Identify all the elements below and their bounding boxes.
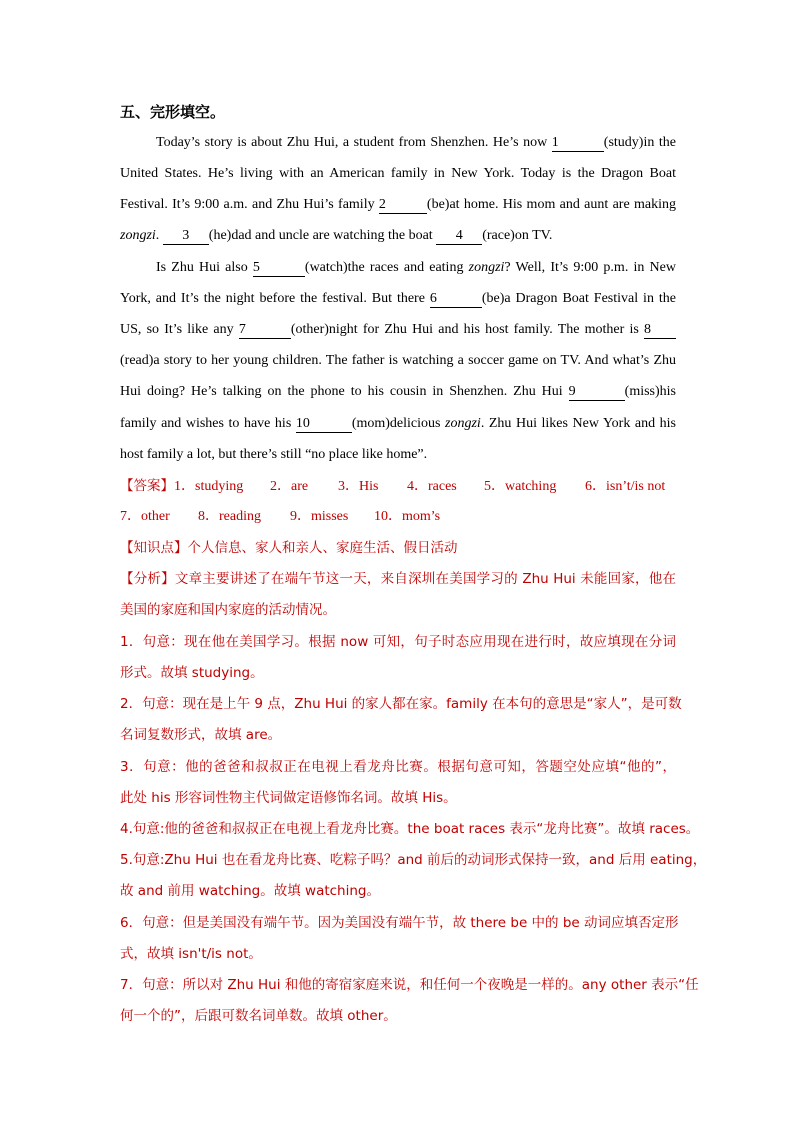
analysis-line: 形式。故填 studying。 <box>120 665 264 681</box>
blank-9: 9 <box>569 384 625 401</box>
passage-line <box>156 133 676 153</box>
zongzi-word: zongzi <box>120 228 156 243</box>
passage-text: (be)at home. His mom and aunt are making <box>426 197 676 212</box>
passage-line <box>156 258 676 278</box>
answer-item: 8．reading <box>198 509 261 524</box>
answer-item: 3．His <box>338 479 379 494</box>
zongzi-word: zongzi <box>445 416 481 431</box>
analysis-line: 2．句意：现在是上午 9 点，Zhu Hui 的家人都在家。family 在本句的意思是“家人”，是可数 <box>120 696 682 712</box>
knowledge-line <box>120 538 676 558</box>
passage-text: Is Zhu Hui also <box>156 260 253 275</box>
analysis-line: 6．句意：但是美国没有端午节。因为美国没有端午节，故 there be 中的 be 动词应填否定形 <box>120 915 679 931</box>
passage-text: Today’s story is about Zhu Hui, a student from Shenzhen. He’s now <box>156 135 552 150</box>
analysis-line: 4.句意:他的爸爸和叔叔正在电视上看龙舟比赛。the boat races 表示“龙舟比赛”。故填 races。 <box>120 821 700 837</box>
analysis-line: 7．句意：所以对 Zhu Hui 和他的寄宿家庭来说，和任何一个夜晚是一样的。any other 表示“任 <box>120 977 699 993</box>
blank-10: 10 <box>296 416 352 433</box>
analysis-line: 故 and 前用 watching。故填 watching。 <box>120 883 380 899</box>
answer-item: 6．isn’t/is not <box>585 479 666 494</box>
passage-text: (race)on TV. <box>482 228 553 243</box>
passage-line <box>120 320 676 340</box>
passage-text: (miss)his <box>624 384 676 399</box>
answer-line <box>120 507 676 527</box>
passage-line: United States. He’s living with an American family in New York. Today is the Dragon Boat <box>120 166 676 181</box>
answer-item: 1．studying <box>174 479 244 494</box>
passage-line <box>120 414 676 434</box>
passage-text: (study)in the <box>603 135 676 150</box>
passage-text: Hui doing? He’s talking on the phone to his cousin in Shenzhen. Zhu Hui <box>120 384 569 399</box>
answer-label: 【答案】 <box>120 478 174 494</box>
passage-line <box>120 195 676 215</box>
passage-text: (other)night for Zhu Hui and his host family. The mother is <box>290 322 644 337</box>
zongzi-word: zongzi <box>468 260 505 275</box>
analysis-text: 文章主要讲述了在端午节这一天，来自深圳在美国学习的 Zhu Hui 未能回家，他在 <box>174 571 676 587</box>
knowledge-label: 【知识点】 <box>120 540 188 556</box>
analysis-line: 3．句意：他的爸爸和叔叔正在电视上看龙舟比赛。根据句意可知，答题空处应填“他的”， <box>120 759 676 775</box>
passage-text: (be)a Dragon Boat Festival in the <box>481 291 676 306</box>
passage-line <box>120 226 676 246</box>
analysis-line: 何一个的”，后跟可数名词单数。故填 other。 <box>120 1008 397 1024</box>
analysis-label: 【分析】 <box>120 571 175 587</box>
analysis-line <box>120 569 676 589</box>
passage-line <box>120 382 676 402</box>
blank-8: 8 <box>644 322 676 339</box>
passage-text: US, so It’s like any <box>120 322 239 337</box>
analysis-line: 美国的家庭和国内家庭的活动情况。 <box>120 602 336 618</box>
answer-item: 5．watching <box>484 479 557 494</box>
passage-text: (watch)the races and eating <box>304 260 469 275</box>
passage-text: York, and It’s the night before the festival. But there <box>120 291 430 306</box>
blank-5: 5 <box>253 260 305 277</box>
analysis-line: 名词复数形式，故填 are。 <box>120 727 282 743</box>
passage-text: . Zhu Hui likes New York and his <box>480 416 676 431</box>
blank-7: 7 <box>239 322 291 339</box>
section-title: 五、完形填空。 <box>120 103 226 121</box>
answer-item: 9．misses <box>290 509 349 524</box>
blank-3: 3 <box>163 228 209 245</box>
answer-line <box>120 476 676 497</box>
answer-item: 2．are <box>270 479 309 494</box>
answer-item: 7．other <box>120 509 170 524</box>
analysis-line: 此处 his 形容词性物主代词做定语修饰名词。故填 His。 <box>120 790 457 806</box>
blank-2: 2 <box>379 197 427 214</box>
passage-text: (he)dad and uncle are watching the boat <box>208 228 437 243</box>
knowledge-text: 个人信息、家人和亲人、家庭生活、假日活动 <box>187 540 458 556</box>
passage-line: host family a lot, but there’s still “no place like home”. <box>120 447 428 462</box>
analysis-line: 1．句意：现在他在美国学习。根据 now 可知，句子时态应用现在进行时，故应填现在分词 <box>120 634 676 650</box>
blank-6: 6 <box>430 291 482 308</box>
analysis-line: 5.句意:Zhu Hui 也在看龙舟比赛、吃粽子吗？and 前后的动词形式保持一致，and 后用 eating， <box>120 852 707 868</box>
passage-text: family and wishes to have his <box>120 416 296 431</box>
answer-item: 10．mom’s <box>374 509 441 524</box>
blank-1: 1 <box>552 135 604 152</box>
analysis-line: 式，故填 isn't/is not。 <box>120 946 262 962</box>
passage-line: (read)a story to her young children. The father is watching a soccer game on TV. And what’s Zhu <box>120 353 676 368</box>
passage-text: (mom)delicious <box>351 416 446 431</box>
passage-text: Festival. It’s 9:00 a.m. and Zhu Hui’s family <box>120 197 379 212</box>
blank-4: 4 <box>436 228 482 245</box>
passage-text: ? Well, It’s 9:00 p.m. in New <box>504 260 676 275</box>
passage-text: . <box>155 228 163 243</box>
passage-line <box>120 289 676 309</box>
answer-item: 4．races <box>407 479 457 494</box>
